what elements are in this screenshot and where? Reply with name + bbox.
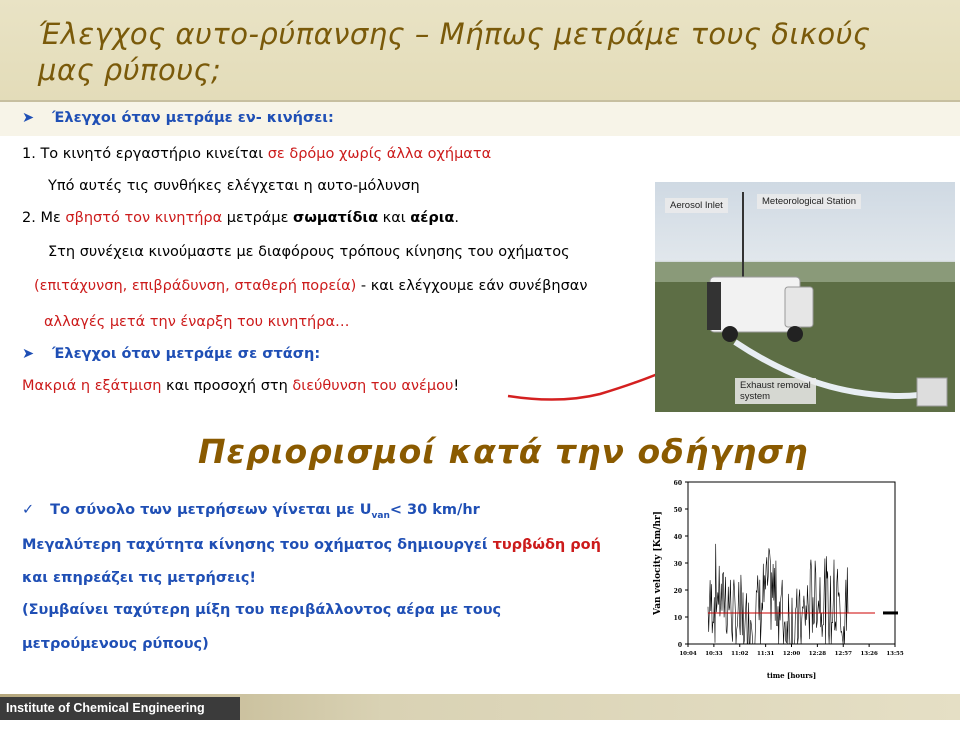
y-tick-label: 60 (673, 480, 682, 487)
sea (655, 262, 955, 282)
x-tick-label: 13:26 (860, 651, 878, 657)
item-2: 2. Με σβηστό τον κινητήρα μετράμε σωματίδια και αέρια. (22, 210, 459, 226)
x-tick-label: 12:28 (808, 651, 827, 657)
arrow-bullet-icon: ➤ (22, 110, 35, 126)
van-wheel (787, 326, 803, 342)
van-wheel (722, 326, 738, 342)
pollutants-line: μετρούμενους ρύπους) (22, 636, 209, 652)
item-2-modes: (επιτάχυνση, επιβράδυνση, σταθερή πορεία) - και ελέγχουμε εάν συνέβησαν (34, 278, 588, 294)
checkmark-icon: ✓ (22, 502, 35, 518)
y-tick-label: 10 (673, 615, 682, 622)
item-2-detail: Στη συνέχεια κινούμαστε με διαφόρους τρόπους κίνησης του οχήματος (48, 244, 570, 260)
slide-title: Έλεγχος αυτο-ρύπανσης – Μήπως μετράμε τους δικούς μας ρύπους; (38, 17, 871, 87)
x-tick-label: 12:57 (834, 651, 852, 657)
item-1: 1. Το κινητό εργαστήριο κινείται σε δρόμο χωρίς άλλα οχήματα (22, 146, 492, 162)
y-tick-label: 30 (673, 561, 682, 568)
affects-line: και επηρεάζει τις μετρήσεις! (22, 570, 257, 586)
exhaust-label: Exhaust removal system (735, 378, 816, 404)
van-photo (655, 182, 955, 412)
velocity-series (708, 544, 848, 644)
velocity-chart (640, 472, 960, 694)
aerosol-inlet-label: Aerosol Inlet (665, 198, 728, 213)
y-tick-label: 40 (673, 534, 682, 541)
y-axis-label: Van velocity [Km/hr] (653, 511, 663, 615)
van-cab (785, 287, 813, 327)
stationary-heading: ➤ Έλεγχοι όταν μετράμε σε στάση: (22, 346, 321, 362)
x-tick-label: 13:55 (886, 651, 904, 657)
connector-curve (508, 368, 672, 400)
x-tick-label: 10:04 (679, 651, 697, 657)
footer-institute: Institute of Chemical Engineering Sciences (0, 697, 240, 720)
x-tick-label: 11:02 (731, 651, 749, 657)
x-tick-label: 12:00 (782, 651, 801, 657)
section-subtitle: Περιορισμοί κατά την οδήγηση (198, 432, 809, 471)
y-tick-label: 0 (677, 642, 682, 649)
moving-heading: ➤ Έλεγχοι όταν μετράμε εν- κινήσει: (22, 110, 334, 126)
y-tick-label: 50 (673, 507, 682, 514)
x-tick-label: 10:33 (705, 651, 723, 657)
x-axis-label: time [hours] (766, 671, 817, 680)
exhaust-box (917, 378, 947, 406)
y-tick-label: 20 (673, 588, 682, 595)
item-2-changes: αλλαγές μετά την έναρξη του κινητήρα… (44, 314, 350, 330)
turbulence-line: Μεγαλύτερη ταχύτητα κίνησης του οχήματος δημιουργεί τυρβώδη ροή (22, 537, 601, 553)
x-tick-label: 11:31 (756, 651, 775, 657)
item-1-detail: Υπό αυτές τις συνθήκες ελέγχεται η αυτο-μόλυνση (48, 178, 420, 194)
mixing-line: (Συμβαίνει ταχύτερη μίξη του περιβάλλοντος αέρα με τους (22, 602, 502, 618)
met-station-label: Meteorological Station (757, 194, 861, 209)
speed-limit-line: ✓ Το σύνολο των μετρήσεων γίνεται με $U_{van}< 30$ km/hr (22, 502, 480, 521)
stationary-line: Μακριά η εξάτμιση και προσοχή στη διεύθυνση του ανέμου! (22, 378, 460, 394)
connector-arrow (500, 360, 680, 410)
van-door (707, 282, 721, 330)
arrow-bullet-icon: ➤ (22, 346, 35, 362)
